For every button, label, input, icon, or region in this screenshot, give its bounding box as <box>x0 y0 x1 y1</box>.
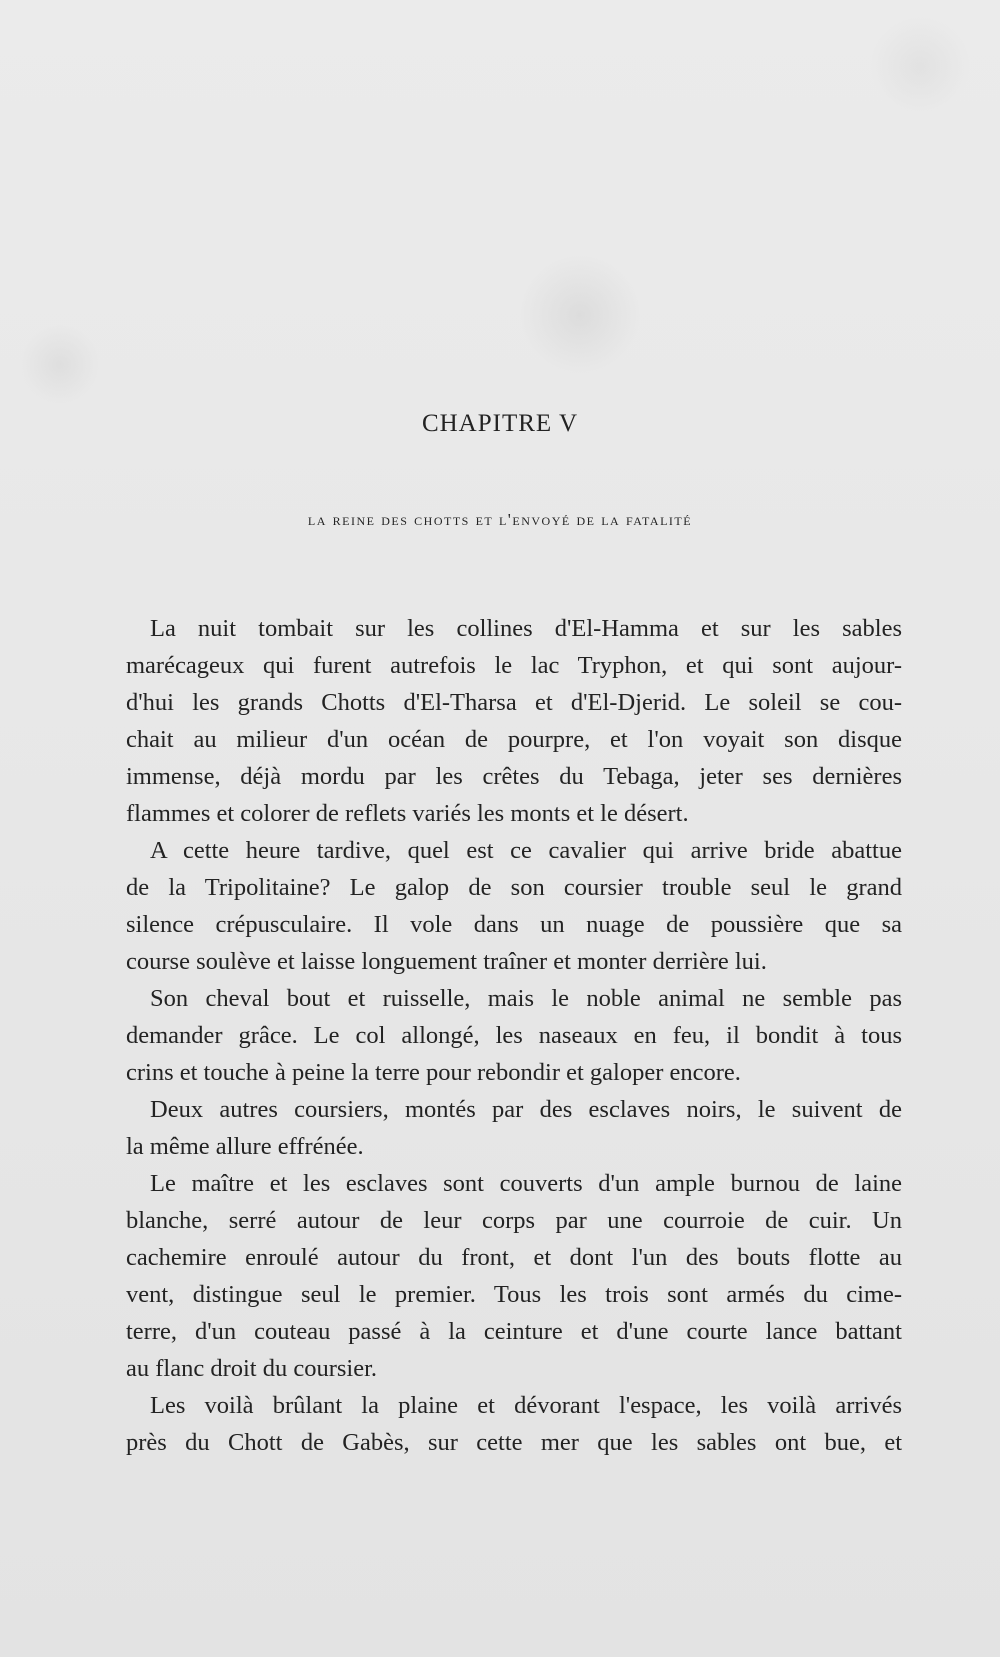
text-line: flammes et colorer de reflets variés les monts et le désert. <box>126 800 689 827</box>
text-line: de la Tripolitaine? Le galop de son coursier trouble seul le grand <box>126 874 902 901</box>
text-line: chait au milieur d'un océan de pourpre, et l'on voyait son disque <box>126 726 902 753</box>
text-line: Deux autres coursiers, montés par des esclaves noirs, le suivent de <box>150 1096 902 1123</box>
text-line: course soulève et laisse longuement traîner et monter derrière lui. <box>126 948 767 975</box>
text-line: demander grâce. Le col allongé, les naseaux en feu, il bondit à tous <box>126 1022 902 1049</box>
chapter-title: CHAPITRE V <box>421 410 579 437</box>
text-line: crins et touche à peine la terre pour rebondir et galoper encore. <box>126 1059 741 1086</box>
chapter-subtitle: la reine des chotts et l'envoyé de la fatalité <box>307 510 693 529</box>
chapter-body <box>126 610 902 1461</box>
text-line: Le maître et les esclaves sont couverts d'un ample burnou de laine <box>150 1170 902 1197</box>
text-line: marécageux qui furent autrefois le lac Tryphon, et qui sont aujour- <box>126 652 902 679</box>
text-line: silence crépusculaire. Il vole dans un nuage de poussière que sa <box>126 911 902 938</box>
text-line: vent, distingue seul le premier. Tous les trois sont armés du cime- <box>126 1281 902 1308</box>
text-line: Son cheval bout et ruisselle, mais le noble animal ne semble pas <box>150 985 902 1012</box>
text-line: La nuit tombait sur les collines d'El-Hamma et sur les sables <box>150 615 902 642</box>
text-line: immense, déjà mordu par les crêtes du Tebaga, jeter ses dernières <box>126 763 902 790</box>
text-line: la même allure effrénée. <box>126 1133 364 1160</box>
text-line: près du Chott de Gabès, sur cette mer que les sables ont bue, et <box>126 1429 902 1456</box>
text-line: A cette heure tardive, quel est ce cavalier qui arrive bride abattue <box>150 837 902 864</box>
text-line: d'hui les grands Chotts d'El-Tharsa et d'El-Djerid. Le soleil se cou- <box>126 689 902 716</box>
text-line: blanche, serré autour de leur corps par une courroie de cuir. Un <box>126 1207 902 1234</box>
text-line: au flanc droit du coursier. <box>126 1355 378 1382</box>
text-line: terre, d'un couteau passé à la ceinture et d'une courte lance battant <box>126 1318 902 1345</box>
text-line: Les voilà brûlant la plaine et dévorant l'espace, les voilà arrivés <box>150 1392 902 1419</box>
text-line: cachemire enroulé autour du front, et dont l'un des bouts flotte au <box>126 1244 902 1271</box>
